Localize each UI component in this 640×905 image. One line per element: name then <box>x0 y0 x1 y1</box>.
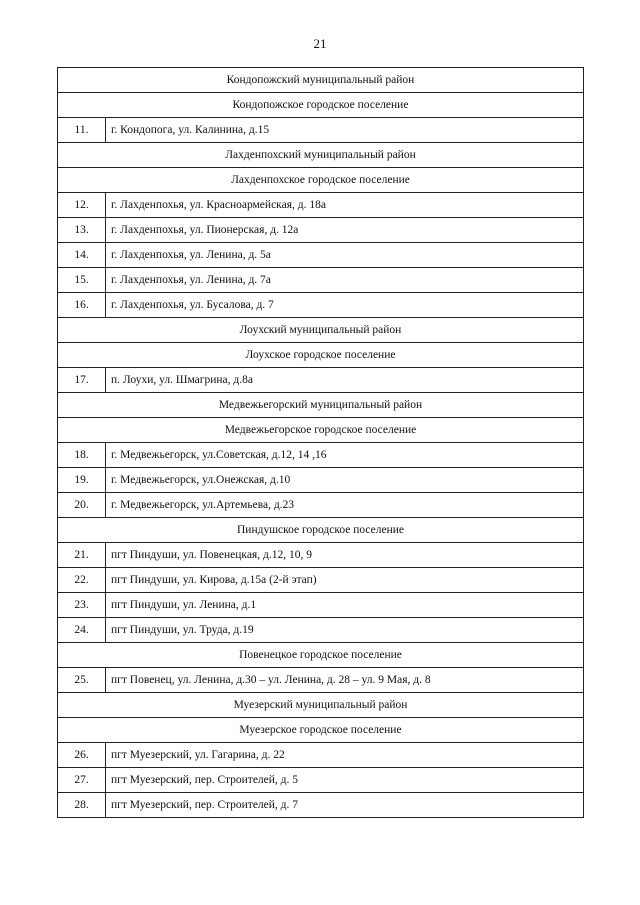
row-address: г. Лахденпохья, ул. Бусалова, д. 7 <box>106 293 584 318</box>
row-number: 14. <box>58 243 106 268</box>
section-header-row <box>58 518 584 543</box>
table-row <box>58 293 584 318</box>
table-row <box>58 118 584 143</box>
row-number: 15. <box>58 268 106 293</box>
section-header: Лахденпохский муниципальный район <box>58 143 584 168</box>
section-header-row <box>58 718 584 743</box>
section-header-row <box>58 693 584 718</box>
table-row <box>58 768 584 793</box>
section-header: Муезерский муниципальный район <box>58 693 584 718</box>
section-header: Пиндушское городское поселение <box>58 518 584 543</box>
row-number: 22. <box>58 568 106 593</box>
row-number: 25. <box>58 668 106 693</box>
row-address: пгт Муезерский, пер. Строителей, д. 5 <box>106 768 584 793</box>
table-row <box>58 493 584 518</box>
section-header: Лоухское городское поселение <box>58 343 584 368</box>
row-number: 12. <box>58 193 106 218</box>
table-row <box>58 793 584 818</box>
row-number: 18. <box>58 443 106 468</box>
address-table-body <box>58 68 584 818</box>
row-number: 21. <box>58 543 106 568</box>
table-row <box>58 618 584 643</box>
page-number: 21 <box>313 36 327 51</box>
row-address: пгт Пиндуши, ул. Труда, д.19 <box>106 618 584 643</box>
section-header-row <box>58 393 584 418</box>
section-header-row <box>58 93 584 118</box>
table-row <box>58 593 584 618</box>
row-address: пгт Повенец, ул. Ленина, д.30 – ул. Ленина, д. 28 – ул. 9 Мая, д. 8 <box>106 668 584 693</box>
row-address: г. Лахденпохья, ул. Пионерская, д. 12а <box>106 218 584 243</box>
section-header-row <box>58 68 584 93</box>
row-address: г. Медвежьегорск, ул.Советская, д.12, 14 ,16 <box>106 443 584 468</box>
row-number: 27. <box>58 768 106 793</box>
row-number: 26. <box>58 743 106 768</box>
row-address: г. Лахденпохья, ул. Красноармейская, д. 18а <box>106 193 584 218</box>
table-row <box>58 568 584 593</box>
table-row <box>58 368 584 393</box>
row-number: 19. <box>58 468 106 493</box>
table-row <box>58 193 584 218</box>
section-header: Медвежьегорский муниципальный район <box>58 393 584 418</box>
table-row <box>58 218 584 243</box>
row-address: г. Лахденпохья, ул. Ленина, д. 7а <box>106 268 584 293</box>
row-number: 24. <box>58 618 106 643</box>
row-number: 20. <box>58 493 106 518</box>
section-header: Повенецкое городское поселение <box>58 643 584 668</box>
table-row <box>58 268 584 293</box>
table-row <box>58 668 584 693</box>
row-address: г. Медвежьегорск, ул.Артемьева, д.23 <box>106 493 584 518</box>
section-header-row <box>58 143 584 168</box>
row-address: г. Медвежьегорск, ул.Онежская, д.10 <box>106 468 584 493</box>
row-number: 16. <box>58 293 106 318</box>
row-address: пгт Муезерский, пер. Строителей, д. 7 <box>106 793 584 818</box>
section-header-row <box>58 343 584 368</box>
address-table <box>57 67 584 818</box>
row-number: 17. <box>58 368 106 393</box>
section-header: Кондопожское городское поселение <box>58 93 584 118</box>
section-header-row <box>58 168 584 193</box>
row-address: п. Лоухи, ул. Шмагрина, д.8а <box>106 368 584 393</box>
table-row <box>58 743 584 768</box>
table-row <box>58 243 584 268</box>
section-header: Муезерское городское поселение <box>58 718 584 743</box>
row-address: пгт Муезерский, ул. Гагарина, д. 22 <box>106 743 584 768</box>
row-address: пгт Пиндуши, ул. Ленина, д.1 <box>106 593 584 618</box>
table-row <box>58 543 584 568</box>
section-header-row <box>58 318 584 343</box>
section-header-row <box>58 643 584 668</box>
row-address: г. Лахденпохья, ул. Ленина, д. 5а <box>106 243 584 268</box>
table-row <box>58 468 584 493</box>
section-header: Кондопожский муниципальный район <box>58 68 584 93</box>
section-header: Медвежьегорское городское поселение <box>58 418 584 443</box>
row-number: 23. <box>58 593 106 618</box>
row-address: пгт Пиндуши, ул. Кирова, д.15а (2-й этап) <box>106 568 584 593</box>
section-header: Лоухский муниципальный район <box>58 318 584 343</box>
row-number: 28. <box>58 793 106 818</box>
row-number: 11. <box>58 118 106 143</box>
section-header-row <box>58 418 584 443</box>
row-address: пгт Пиндуши, ул. Повенецкая, д.12, 10, 9 <box>106 543 584 568</box>
section-header: Лахденпохское городское поселение <box>58 168 584 193</box>
table-row <box>58 443 584 468</box>
row-number: 13. <box>58 218 106 243</box>
row-address: г. Кондопога, ул. Калинина, д.15 <box>106 118 584 143</box>
